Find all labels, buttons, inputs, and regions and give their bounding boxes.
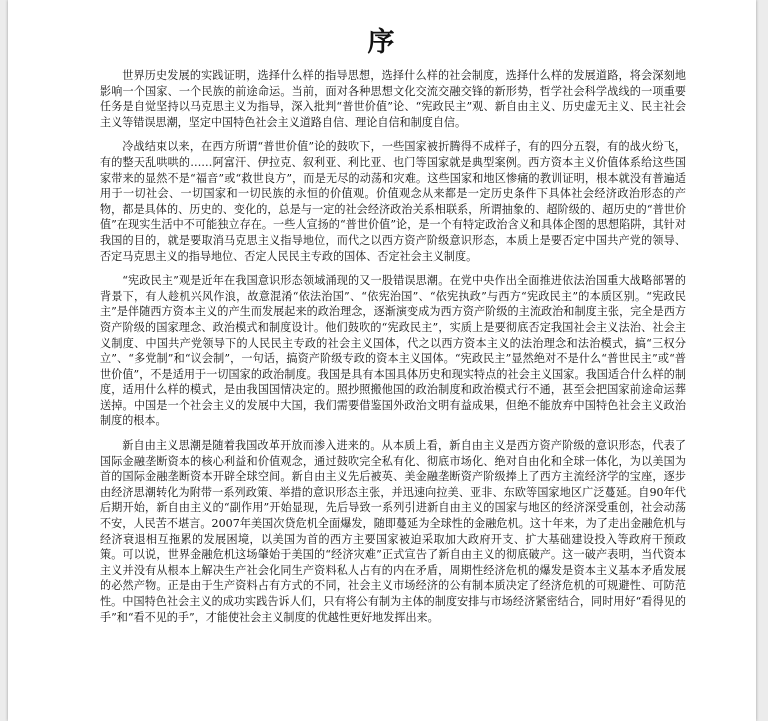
paragraph-1: 世界历史发展的实践证明，选择什么样的指导思想，选择什么样的社会制度，选择什么样的发展道路，将会深刻地影响一个国家、一个民族的前途命运。当前，面对各种思想文化交流交融交锋的新形势，哲学社会科学战线的一项重要任务是自觉坚持以马克思主义为指导，深入批判“普世价值”论、“宪政民主”观、新自由主义、历史虚无主义、民主社会主义等错误思潮，坚定中国特色社会主义道路自信、理论自信和制度自信。 (100, 69, 686, 129)
paragraph-3: “宪政民主”观是近年在我国意识形态领域涌现的又一股错误思潮。在党中央作出全面推进依法治国重大战略部署的背景下，有人趁机兴风作浪，故意混淆“依法治国”、“依宪治国”、“依宪执政”与西方“宪政民主”的本质区别。“宪政民主”是伴随西方资本主义的产生而发展起来的政治理念，逐渐演变成为西方资产阶级的主流政治和制度主张，完全是西方资产阶级的国家理念、政治模式和制度设计。他们鼓吹的“宪政民主”，实质上是要彻底否定我国社会主义法治、社会主义制度、中国共产党领导下的人民民主专政的社会主义国体，代之以西方资本主义的法治理念和法治模式，搞“三权分立”、“多党制”和“议会制”，一句话，搞资产阶级专政的资本主义国体。“宪政民主”显然绝对不是什么“普世民主”或“普世价值”，不是适用于一切国家的政治制度。我国是具有本国具体历史和现实特点的社会主义国家。我国适合什么样的制度，适用什么样的模式，是由我国国情决定的。照抄照搬他国的政治制度和政治模式行不通，甚至会把国家前途命运葬送掉。中国是一个社会主义的发展中大国，我们需要借鉴国外政治文明有益成果，但绝不能放弃中国特色社会主义政治制度的根本。 (100, 274, 686, 428)
paragraph-4: 新自由主义思潮是随着我国改革开放而渗入进来的。从本质上看，新自由主义是西方资产阶级的意识形态，代表了国际金融垄断资本的核心利益和价值观念，通过鼓吹完全私有化、彻底市场化、绝对自由化和全球一体化，为以美国为首的国际金融垄断资本开辟全球空间。新自由主义先后被英、美金融垄断资产阶级捧上了西方主流经济学的宝座，逐步由经济思潮转化为附带一系列政策、举措的意识形态主张，并迅速向拉美、亚非、东欧等国家地区广泛蔓延。自90年代后期开始，新自由主义的“副作用”开始显现，先后导致一系列引进新自由主义的国家与地区的经济深受重创，社会动荡不安，人民苦不堪言。2007年美国次贷危机全面爆发，随即蔓延为全球性的金融危机。这十年来，为了走出金融危机与经济衰退相互拖累的发展困境，以美国为首的西方主要国家被迫采取加大政府开支、扩大基础建设投入等政府干预政策。可以说，世界金融危机这场肇始于美国的“经济灾难”正式宣告了新自由主义的彻底破产。这一破产表明，当代资本主义并没有从根本上解决生产社会化同生产资料私人占有的内在矛盾，周期性经济危机的爆发是资本主义基本矛盾发展的必然产物。正是由于生产资料占有方式的不同，社会主义市场经济的公有制本质决定了经济危机的可规避性、可防范性。中国特色社会主义的成功实践告诉人们，只有将公有制为主体的制度安排与市场经济紧密结合，同时用好“看得见的手”和“看不见的手”，才能使社会主义制度的优越性更好地发挥出来。 (100, 439, 686, 624)
document-body (100, 68, 686, 634)
paragraph-2: 冷战结束以来，在西方所谓“普世价值”论的鼓吹下，一些国家被折腾得不成样子，有的四分五裂，有的战火纷飞，有的整天乱哄哄的……阿富汗、伊拉克、叙利亚、利比亚、也门等国家就是典型案例。西方资本主义价值体系给这些国家带来的显然不是“福音”或“救世良方”，而是无尽的动荡和灾难。这些国家和地区惨痛的教训证明，根本就没有普遍适用于一切社会、一切国家和一切民族的永恒的价值观。价值观念从来都是一定历史条件下具体社会经济政治形态的产物，都是具体的、历史的、变化的，总是与一定的社会经济政治关系相联系，所谓抽象的、超阶级的、超历史的“普世价值”在现实生活中不可能独立存在。一些人宣扬的“普世价值”论，是一个有特定政治含义和具体企图的思想陷阱，其针对我国的目的，就是要取消马克思主义指导地位，而代之以西方资产阶级意识形态，本质上是要否定中国共产党的领导、否定马克思主义的指导地位、否定人民民主专政的国体、否定社会主义制度。 (100, 140, 686, 263)
page-title: 序 (367, 27, 397, 58)
document-page (8, 0, 756, 721)
